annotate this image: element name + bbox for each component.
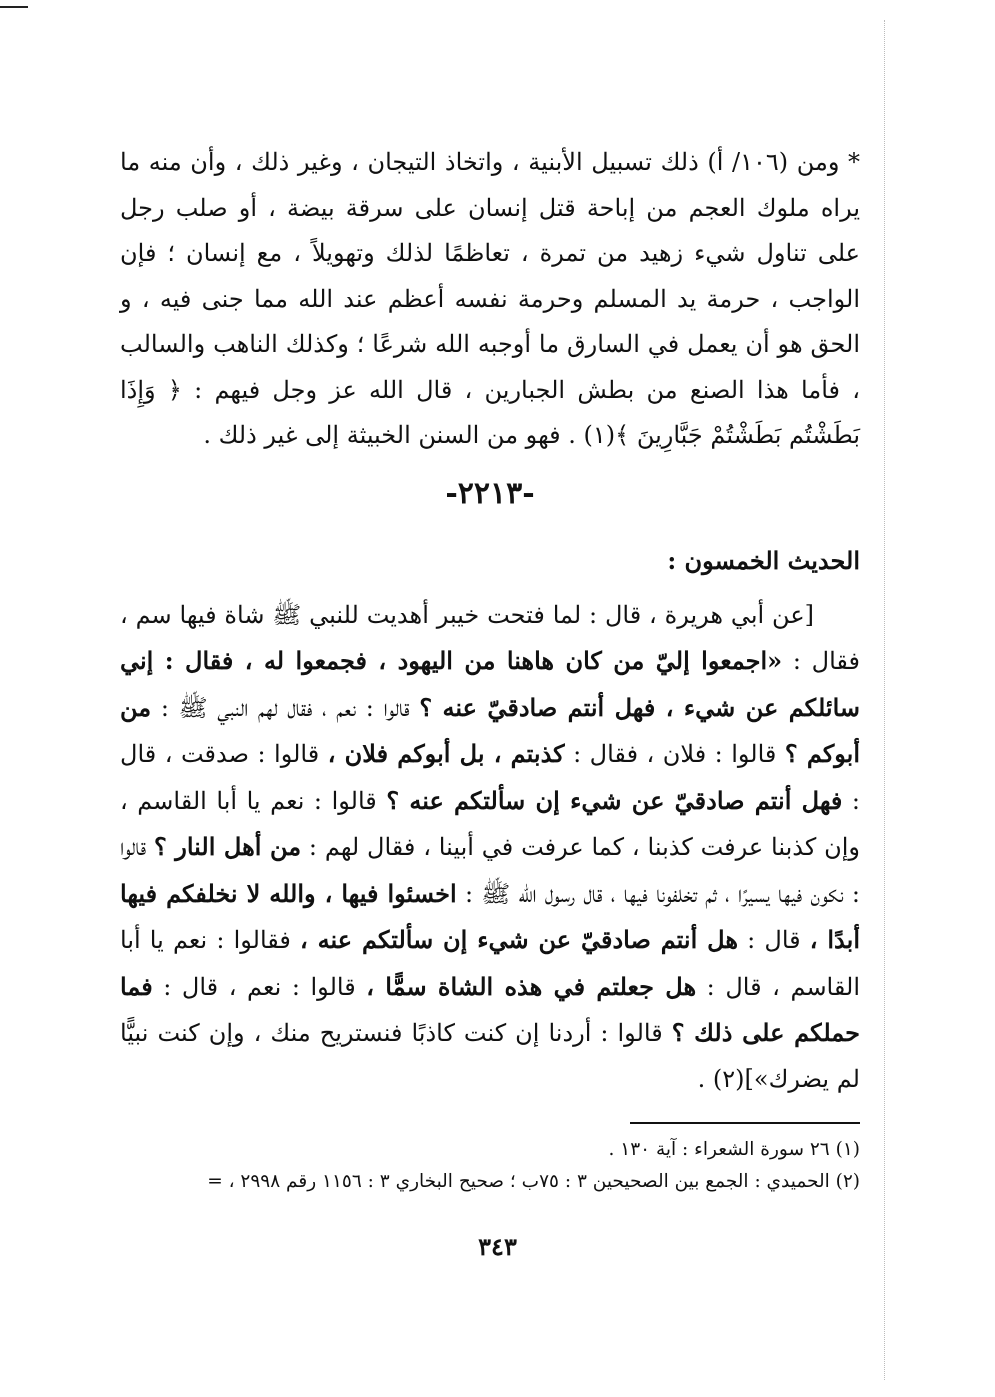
footnote-1: (١) ٢٦ سورة الشعراء : آية ١٣٠ . (608, 1139, 860, 1160)
hadith-heading: الحديث الخمسون : (667, 545, 860, 575)
page-body (120, 140, 860, 1198)
page-number: ٣٤٣ (478, 1232, 517, 1261)
paragraph-1: * ومن (١٠٦/ أ) ذلك تسبيل الأبنية ، واتخاذ التيجان ، وغير ذلك ، وأن منه ما يراه ملوك العجم من إباحة قتل إنسان على سرقة بيضة ، أو صلب رجل على تناول شيء زهيد من تمرة ، تعاظمًا لذلك وتهويلاً ، مع إنسان ؛ فإن الواجب ، حرمة يد المسلم وحرمة نفسه أعظم عند الله مما جنى فيه ، و الحق هو أن يعمل في السارق ما أوجبه الله شرعًا ؛ وكذلك الناهب والسالب ، فأما هذا الصنع من بطش الجبارين ، قال الله عز وجل فيهم : ﴿ وَإِذَا بَطَشْتُم بَطَشْتُمْ جَبَّارِينَ ﴾(١) . فهو من السنن الخبيثة إلى غير ذلك . (120, 148, 860, 449)
footnote-divider (630, 1122, 860, 1124)
scan-fold-line (884, 20, 885, 1380)
paragraph-2: [عن أبي هريرة ، قال : لما فتحت خيبر أهديت للنبي ﷺ شاة فيها سم ، فقال : «اجمعوا إليّ من كان هاهنا من اليهود ، فجمعوا له ، فقال : إني سائلكم عن شيء ، فهل أنتم صادقيّ عنه ؟ قالوا : نعم ، فقال لهم النبي ﷺ : من أبوكم ؟ قالوا : فلان ، فقال : كذبتم ، بل أبوكم فلان ، قالوا : صدقت ، قال : فهل أنتم صادقيّ عن شيء إن سألتكم عنه ؟ قالوا : نعم يا أبا القاسم ، وإن كذبنا عرفت كذبنا ، كما عرفت في أبينا ، فقال لهم : من أهل النار ؟ قالوا : نكون فيها يسيرًا ، ثم تخلفونا فيها ، قال رسول الله ﷺ : اخسئوا فيها ، والله لا نخلفكم فيها أبدًا ، قال : هل أنتم صادقيّ عن شيء إن سألتكم عنه ، فقالوا : نعم يا أبا القاسم ، قال : هل جعلتم في هذه الشاة سمًّا ، قالوا : نعم ، قال : فما حملكم على ذلك ؟ قالوا : أردنا إن كنت كاذبًا فنستريح منك ، وإن كنت نبيًّا لم يضرك»](٢) . (120, 600, 861, 1093)
footnote-2: (٢) الحميدي : الجمع بين الصحيحين ٣ : ٧٥ب ؛ صحيح البخاري ٣ : ١١٥٦ رقم ٢٩٩٨ ، = (207, 1171, 860, 1192)
scan-edge-mark (0, 6, 28, 8)
section-number: -٢٢١٣- (445, 475, 535, 511)
